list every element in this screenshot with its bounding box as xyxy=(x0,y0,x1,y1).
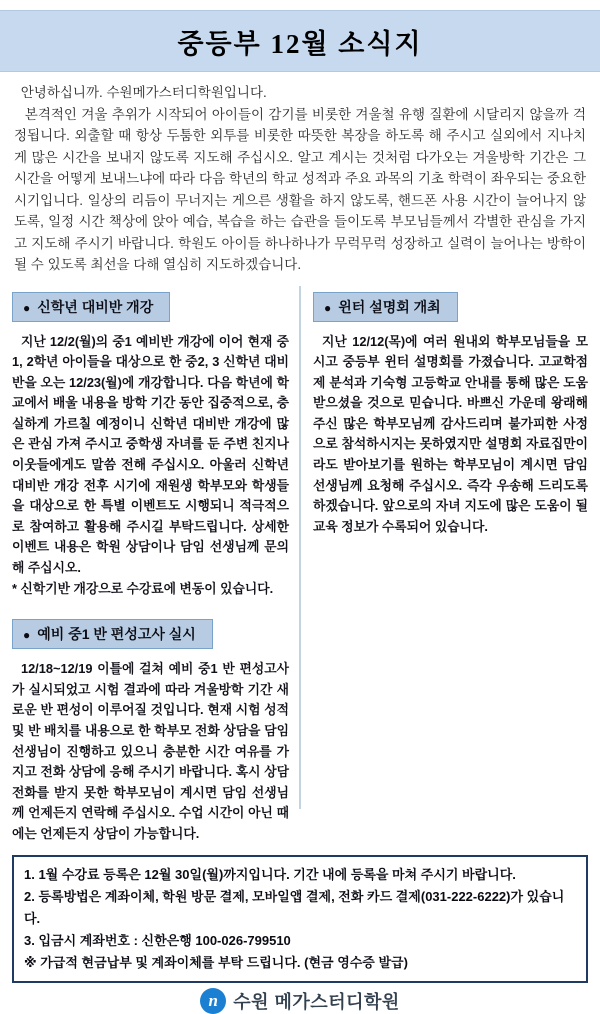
section-heading-new-grade-class xyxy=(12,292,170,322)
intro-body: 본격적인 겨울 추위가 시작되어 아이들이 감기를 비롯한 겨울철 유행 질환에 시달리지 않을까 걱정됩니다. 외출할 때 항상 두툼한 외투를 비롯한 따뜻한 복장을 하도록 해 주시고 실외에서 지나치게 많은 시간을 보내지 않도록 지도해 주십시오. 알고 계시는 것처럼 다가오는 겨울방학 기간은 그 시간을 어떻게 보내느냐에 따라 다음 학년의 학교 성적과 주요 과목의 기초 학력이 좌우되는 중요한 시기입니다. 일상의 리듬이 무너지는 게으른 생활을 하지 않도록, 핸드폰 사용 시간이 늘어나지 않도록, 일정 시간 책상에 앉아 예습, 복습을 하는 습관을 들이도록 부모님들께서 각별한 관심을 가지고 지도해 주시기 바랍니다. 학원도 아이들 하나하나가 무럭무럭 성장하고 실력이 늘어나는 방학이 될 수 있도록 최선을 다해 열심히 지도하겠습니다. xyxy=(14,106,586,272)
section-title: 예비 중1 반 편성고사 실시 xyxy=(37,626,196,643)
payment-notice-box xyxy=(12,855,588,983)
section-body xyxy=(12,332,289,579)
notice-line: 1. 1월 수강료 등록은 12월 30일(월)까지입니다. 기간 내에 등록을 마쳐 주시기 바랍니다. xyxy=(24,866,516,882)
section-text: 지난 12/2(월)의 중1 예비반 개강에 이어 현재 중1, 2학년 아이들을 대상으로 한 중2, 3 신학년 대비반을 오는 12/23(월)에 개강합니다. 다음 학년에 학교에서 배울 내용을 방학 기간 동안 집중적으로, 충실하게 가르칠 예정이니 신학년 대비반 개강에 많은 관심 가져 주시고 중학생 자녀를 둔 주변 친지나 이웃들에게도 말씀 전해 주십시오. 아울러 신학년 대비반 개강 전후 시기에 재원생 학부모와 학생들을 대상으로 한 특별 이벤트도 시행되니 적극적으로 참여하고 활용해 주시길 부탁드립니다. 상세한 이벤트 내용은 학원 상담이나 담임 선생님께 문의해 주십시오. xyxy=(12,333,289,576)
academy-name: 수원 메가스터디학원 xyxy=(233,991,400,1012)
section-gap xyxy=(12,599,289,613)
section-title: 윈터 설명회 개최 xyxy=(338,298,441,315)
left-column xyxy=(12,286,299,845)
right-column xyxy=(301,286,588,845)
notice-line: ※ 가급적 현금납부 및 계좌이체를 부탁 드립니다. (현금 영수증 발급) xyxy=(24,954,408,970)
page-title: 중등부 12월 소식지 xyxy=(177,28,423,59)
section-heading-winter-briefing xyxy=(313,292,458,322)
section-body xyxy=(313,332,588,538)
section-body xyxy=(12,659,289,844)
two-column-area xyxy=(0,282,600,845)
notice-line: 2. 등록방법은 계좌이체, 학원 방문 결제, 모바일앱 결제, 전화 카드 결제(031-222-6222)가 있습니다. xyxy=(24,888,565,926)
megastudy-logo-icon: n xyxy=(200,988,226,1014)
section-text: 12/18~12/19 이틀에 걸쳐 예비 중1 반 편성고사가 실시되었고 시험 결과에 따라 겨울방학 기간 새로운 반 편성이 이루어질 것입니다. 현재 시험 성적 및 반 배치를 내용으로 한 학부모 전화 상담을 담임 선생님이 진행하고 있으니 충분한 시간 여유를 가지고 전화 상담에 응해 주시기 바랍니다. 혹시 상담 전화를 받지 못한 학부모님이 계시면 담임 선생님께 언제든지 연락해 주십시오. 수업 시간이 아닌 때에는 언제든지 상담이 가능합니다. xyxy=(12,661,289,841)
title-banner xyxy=(0,10,600,72)
intro-paragraph xyxy=(0,72,600,282)
section-heading-placement-test xyxy=(12,619,213,649)
footer xyxy=(0,988,600,1014)
intro-greeting: 안녕하십니까. 수원메가스터디학원입니다. xyxy=(20,85,267,100)
bullet-icon: ● xyxy=(23,628,31,643)
notice-line: 3. 입금시 계좌번호 : 신한은행 100-026-799510 xyxy=(24,932,291,948)
bullet-icon: ● xyxy=(324,300,332,315)
section-note: * 신학기반 개강으로 수강료에 변동이 있습니다. xyxy=(12,580,274,596)
section-text: 지난 12/12(목)에 여러 원내외 학부모님들을 모시고 중등부 윈터 설명회를 가졌습니다. 고교학점제 분석과 기숙형 고등학교 안내를 통해 많은 도움 받으셨을 것으로 믿습니다. 바쁘신 가운데 왕래해 주신 많은 학부모님께 감사드리며 불가피한 사정으로 참석하시지는 못하였지만 설명회 자료집만이라도 받아보기를 원하는 학부모님이 계시면 담임 선생님께 요청해 주십시오. 즉각 우송해 드리도록 하겠습니다. 앞으로의 자녀 지도에 많은 도움이 될 교육 정보가 수록되어 있습니다. xyxy=(313,333,588,534)
bullet-icon: ● xyxy=(23,300,31,315)
section-title: 신학년 대비반 개강 xyxy=(37,298,154,315)
